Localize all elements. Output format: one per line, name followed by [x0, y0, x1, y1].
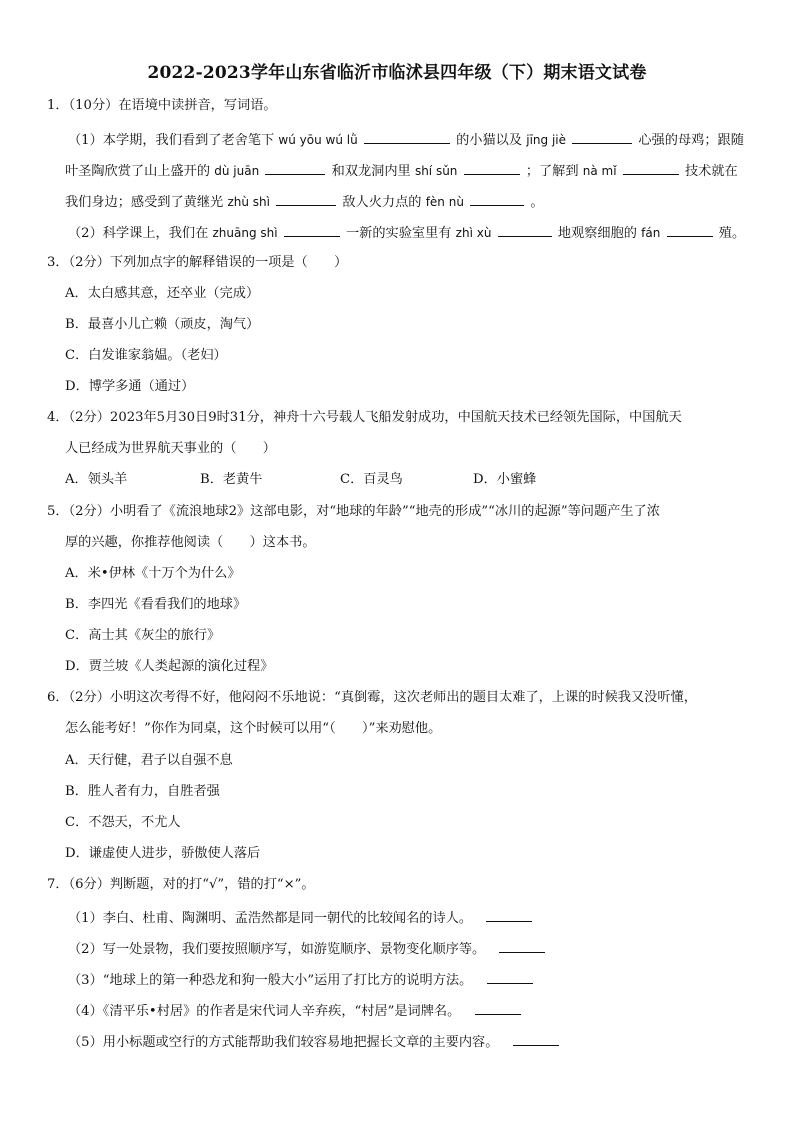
q3-option-c[interactable]: C．白发谁家翁媪。（老妇）: [65, 348, 227, 363]
answer-blank[interactable]: [667, 222, 713, 237]
answer-blank[interactable]: [513, 1031, 559, 1046]
answer-blank[interactable]: [464, 160, 520, 175]
answer-blank[interactable]: [475, 1000, 521, 1015]
q7-item-3: （3）“地球上的第一种恐龙和狗一般大小”运用了打比方的说明方法。: [68, 969, 535, 991]
pinyin: fèn nù: [425, 195, 464, 209]
answer-blank[interactable]: [499, 938, 545, 953]
q4-option-a[interactable]: A．领头羊: [65, 472, 128, 487]
answer-blank[interactable]: [470, 191, 524, 206]
q3-option-b[interactable]: B．最喜小儿亡赖（顽皮，淘气）: [65, 317, 260, 332]
q1-stem: 1．（10分）在语境中读拼音，写词语。: [47, 98, 277, 113]
q1-line-3: 我们身边；感受到了黄继光 zhù shì 敌人火力点的 fèn nù 。: [65, 191, 544, 213]
q5-stem-1: 5．（2分）小明看了《流浪地球2》这部电影，对“地球的年龄”“地壳的形成”“冰川的起源”等问题产生了浓: [47, 504, 660, 519]
q6-stem-1: 6．（2分）小明这次考得不好，他闷闷不乐地说：“真倒霉，这次老师出的题目太难了，上课的时候我又没听懂，: [47, 690, 697, 705]
q5-option-a[interactable]: A．米•伊林《十万个为什么》: [65, 566, 241, 581]
q3-option-a[interactable]: A．太白感其意，还卒业（完成）: [65, 286, 260, 301]
q5-option-d[interactable]: D．贾兰坡《人类起源的演化过程》: [65, 659, 274, 674]
q7-item-5: （5）用小标题或空行的方式能帮助我们较容易地把握长文章的主要内容。: [68, 1031, 561, 1053]
q5-stem-2: 厚的兴趣，你推荐他阅读（ ）这本书。: [65, 535, 316, 550]
q1-line-1: （1）本学期，我们看到了老舍笔下 wú yōu wú lǜ 的小猫以及 jīng jiè 心强的母鸡；跟随: [68, 129, 744, 151]
answer-blank[interactable]: [623, 160, 679, 175]
answer-blank[interactable]: [487, 969, 533, 984]
pinyin: nà mǐ: [582, 164, 617, 178]
q3-option-d[interactable]: D．博学多通（通过）: [65, 379, 195, 394]
answer-blank[interactable]: [498, 222, 552, 237]
q4-stem-1: 4．（2分）2023年5月30日9时31分，神舟十六号载人飞船发射成功，中国航天技术已经领先国际，中国航天: [47, 410, 682, 425]
q3-stem: 3．（2分）下列加点字的解释错误的一项是（ ）: [47, 255, 348, 270]
q7-item-2: （2）写一处景物，我们要按照顺序写，如游览顺序、景物变化顺序等。: [68, 938, 547, 960]
q7-item-4: （4）《清平乐•村居》的作者是宋代词人辛弃疾，“村居”是词牌名。: [68, 1000, 523, 1022]
pinyin: shí sǔn: [414, 164, 458, 178]
pinyin: zhuāng shì: [212, 226, 278, 240]
q7-item-1: （1）李白、杜甫、陶渊明、孟浩然都是同一朝代的比较闻名的诗人。: [68, 907, 534, 929]
answer-blank[interactable]: [276, 191, 336, 206]
answer-blank[interactable]: [486, 907, 532, 922]
answer-blank[interactable]: [265, 160, 325, 175]
pinyin: wú yōu wú lǜ: [278, 133, 358, 147]
answer-blank[interactable]: [364, 129, 450, 144]
q1-line-2: 叶圣陶欣赏了山上盛开的 dù juān 和双龙洞内里 shí sǔn ；了解到 nà mǐ 技术就在: [65, 160, 738, 182]
q1-line-4: （2）科学课上，我们在 zhuāng shì 一新的实验室里有 zhì xù 地观察细胞的 fán 殖。: [68, 222, 745, 244]
q7-stem: 7．（6分）判断题，对的打“√”，错的打“×”。: [47, 877, 315, 892]
answer-blank[interactable]: [572, 129, 632, 144]
q5-option-b[interactable]: B．李四光《看看我们的地球》: [65, 597, 247, 612]
q4-stem-2: 人已经成为世界航天事业的（ ）: [65, 441, 276, 456]
answer-blank[interactable]: [284, 222, 340, 237]
q4-option-c[interactable]: C．百灵鸟: [340, 472, 403, 487]
q4-option-b[interactable]: B．老黄牛: [200, 472, 263, 487]
q6-option-b[interactable]: B．胜人者有力，自胜者强: [65, 784, 220, 799]
pinyin: dù juān: [214, 164, 260, 178]
q4-option-d[interactable]: D．小蜜蜂: [473, 472, 537, 487]
q5-option-c[interactable]: C．高士其《灰尘的旅行》: [65, 628, 221, 643]
q6-stem-2: 怎么能考好！”你作为同桌，这个时候可以用“（ ）”来劝慰他。: [65, 721, 442, 736]
pinyin: jīng jiè: [526, 133, 566, 147]
pinyin: zhù shì: [227, 195, 270, 209]
q6-option-d[interactable]: D．谦虚使人进步，骄傲使人落后: [65, 846, 261, 861]
exam-title: 2022-2023学年山东省临沂市临沭县四年级（下）期末语文试卷: [147, 63, 647, 83]
q6-option-c[interactable]: C．不怨天，不尤人: [65, 815, 181, 830]
pinyin: fán: [641, 226, 661, 240]
q6-option-a[interactable]: A．天行健，君子以自强不息: [65, 753, 233, 768]
pinyin: zhì xù: [455, 226, 492, 240]
